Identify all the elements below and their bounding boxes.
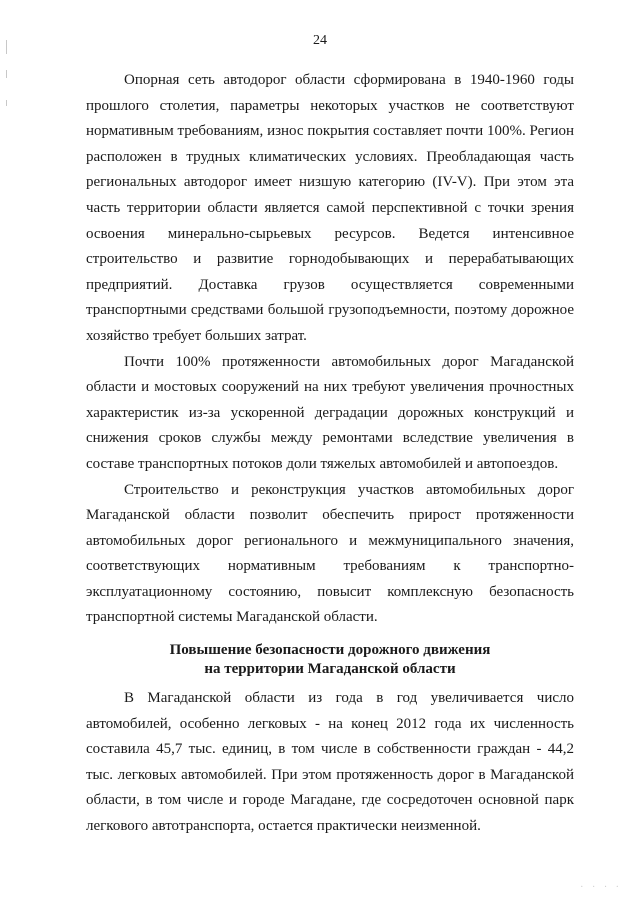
paragraph-road-network: Опорная сеть автодорог области сформирована в 1940-1960 годы прошлого столетия, параметры некоторых участков не соответствуют нормативным требованиям, износ покрытия составляет почти 100%. Регион расположен в трудных климатических условиях. Преобладающая часть региональных автодорог имеет низшую категорию (IV-V). При этом эта часть территории области является самой перспективной с точки зрения освоения минерально-сырьевых ресурсов. Ведется интенсивное строительство и развитие горнодобывающих и перерабатывающих предприятий. Доставка грузов осуществляется современными транспортными средствами большой грузоподъемности, поэтому дорожное хозяйство требует больших затрат. <box>86 72 574 344</box>
page-body <box>86 68 574 840</box>
paragraph-construction: Строительство и реконструкция участков автомобильных дорог Магаданской области позволит обеспечить прирост протяженности автомобильных дорог регионального и межмуниципального значения, соответствующих нормативным требованиям к транспортно-эксплуатационному состоянию, повысит комплексную безопасность транспортной системы Магаданской области. <box>86 481 574 626</box>
page-number: 24 <box>313 33 327 48</box>
section-heading-line-1: Повышение безопасности дорожного движения <box>169 642 491 659</box>
scan-edge-mark <box>6 70 7 78</box>
section-heading <box>86 641 574 679</box>
scan-edge-mark <box>6 100 7 106</box>
scan-corner-dots: · · · · <box>580 882 622 893</box>
paragraph-bridges: Почти 100% протяженности автомобильных дорог Магаданской области и мостовых сооружений на них требуют увеличения прочностных характеристик из-за ускоренной деградации дорожных конструкций и снижения сроков службы между ремонтами вследствие увеличения в составе транспортных потоков доли тяжелых автомобилей и автопоездов. <box>86 353 574 472</box>
paragraph-vehicle-count: В Магаданской области из года в год увеличивается число автомобилей, особенно легковых - на конец 2012 года их численность составила 45,7 тыс. единиц, в том числе в собственности граждан - 44,2 тыс. легковых автомобилей. При этом протяженность дорог в Магаданской области, в том числе и городе Магадане, где сосредоточен основной парк легкового автотранспорта, остается практически неизменной. <box>86 690 574 835</box>
section-heading-line-2: на территории Магаданской области <box>204 661 456 678</box>
